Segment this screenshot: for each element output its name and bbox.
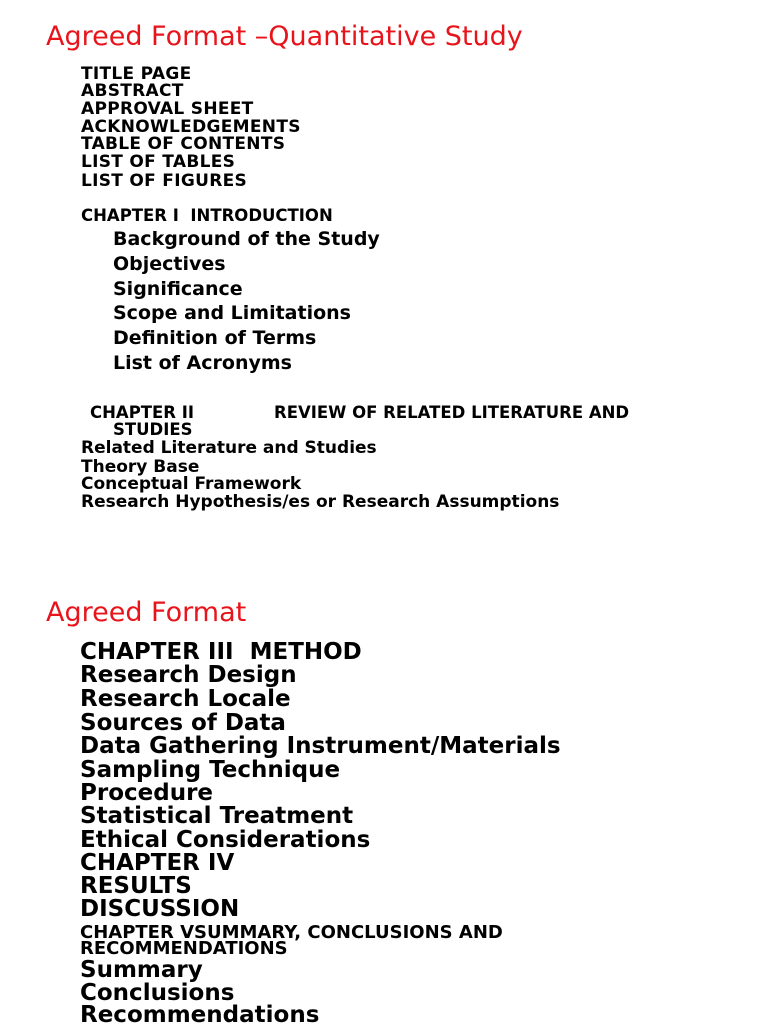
chapter5-item: Recommendations [80,1002,320,1028]
front-matter-item: LIST OF FIGURES [81,171,248,191]
chapter2-item: Conceptual Framework [81,474,302,494]
chapter5-heading-line1: CHAPTER VSUMMARY, CONCLUSIONS AND [80,922,503,943]
chapter2-item: Research Hypothesis/es or Research Assumptions [81,492,560,512]
front-matter-item: ACKNOWLEDGEMENTS [81,117,301,137]
chapter3-item: Research Locale [80,686,291,712]
chapter1-item: Objectives [113,253,226,275]
chapter5-item: Summary [80,957,203,983]
chapter1-heading: CHAPTER I INTRODUCTION [81,206,333,225]
front-matter-item: APPROVAL SHEET [81,99,254,119]
chapter2-item: Theory Base [81,457,200,477]
chapter3-item: Research Design [80,662,297,688]
front-matter-item: LIST OF TABLES [81,152,236,172]
slide2-title: Agreed Format [46,597,247,628]
chapter5-heading-line2: RECOMMENDATIONS [80,938,288,959]
chapter2-item: Related Literature and Studies [81,438,377,458]
chapter3-heading: CHAPTER III METHOD [80,639,362,665]
chapter2-label: CHAPTER II [90,403,195,422]
chapter4-item: DISCUSSION [80,896,240,922]
slide1-title: Agreed Format –Quantitative Study [46,21,523,52]
front-matter-item: TABLE OF CONTENTS [81,134,286,154]
chapter1-item: Background of the Study [113,228,380,250]
chapter3-item: Sources of Data [80,710,286,736]
chapter3-item: Statistical Treatment [80,803,354,829]
chapter2-title-line1: REVIEW OF RELATED LITERATURE AND [274,403,630,422]
chapter3-item: Procedure [80,780,214,806]
chapter2-title-line2: STUDIES [113,420,193,439]
chapter1-item: Significance [113,278,243,300]
chapter1-item: Scope and Limitations [113,302,351,324]
chapter4-item: RESULTS [80,873,192,899]
front-matter-item: ABSTRACT [81,81,184,101]
front-matter-item: TITLE PAGE [81,64,192,84]
chapter3-item: Ethical Considerations [80,827,371,853]
chapter1-item: Definition of Terms [113,327,317,349]
chapter5-item: Conclusions [80,980,235,1006]
chapter3-item: Sampling Technique [80,757,341,783]
chapter3-item: Data Gathering Instrument/Materials [80,733,561,759]
chapter4-heading: CHAPTER IV [80,850,235,876]
chapter1-item: List of Acronyms [113,352,292,374]
